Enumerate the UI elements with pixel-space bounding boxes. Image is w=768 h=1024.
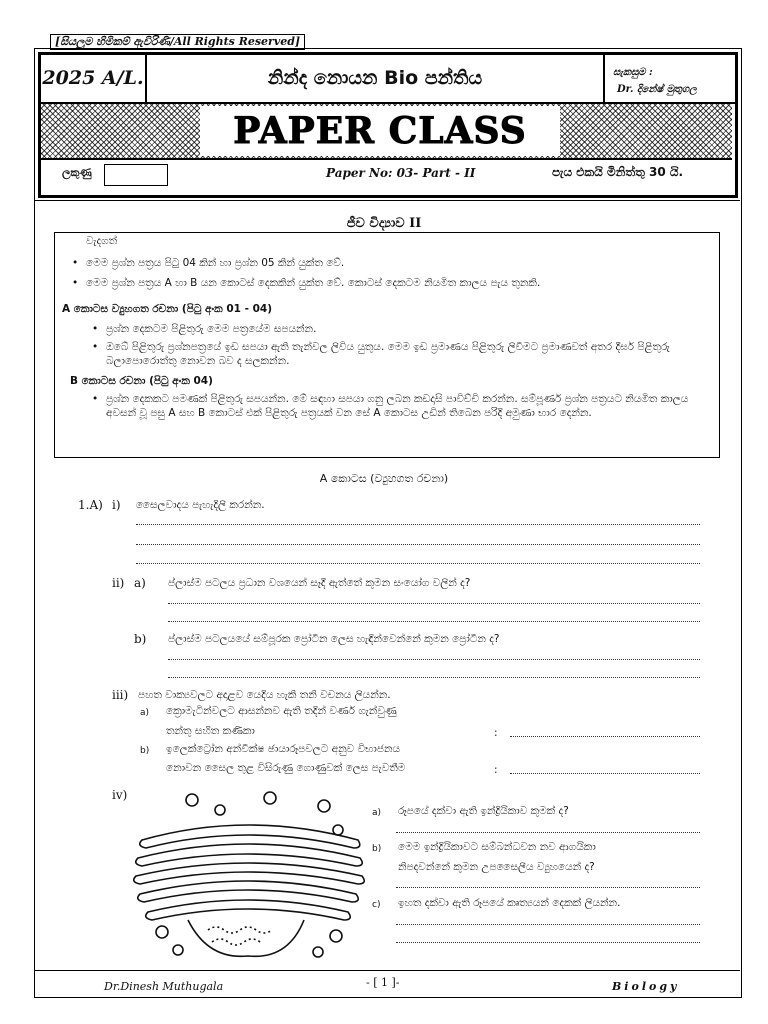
- question-iv-b-text-2: නිපදවන්නේ කුමන උපසෛලීය ව්‍යුහයෙන් ද?: [398, 861, 595, 873]
- answer-line[interactable]: [136, 563, 700, 564]
- question-iii-b-text-2: නොවන සෛල තුළ විසිරුණු ගොණුවක් ලෙස පැවතීම: [166, 762, 406, 774]
- index-label: ලකුණු: [62, 166, 92, 179]
- answer-line[interactable]: [136, 544, 700, 545]
- paper-number: Paper No: 03- Part - II: [326, 166, 476, 180]
- compiler-label: සැකසුම :: [613, 67, 653, 78]
- question-iv-b-number: b): [372, 844, 382, 854]
- question-ii-number: ii): [112, 576, 125, 590]
- banner-title-text: PAPER CLASS: [233, 110, 527, 152]
- question-iii-a-text-1: ක්‍රොමැටින්වලට ආසන්නව ඇති තදින් වර්ණ ගැන්වුණු: [166, 705, 397, 717]
- question-iv-b-text-1: මෙම ඉන්ද්‍රියිකාවට සම්බන්ධවන නව ආගයිකා: [398, 841, 596, 853]
- question-iii-number: iii): [112, 688, 129, 702]
- answer-line[interactable]: [168, 659, 700, 660]
- part-a-title: A කොටස ව්‍යුහගත රචනා (පිටු අංක 01 - 04): [62, 303, 273, 315]
- banner-title: [200, 106, 560, 156]
- answer-line[interactable]: [168, 621, 700, 622]
- question-ii-b-number: b): [134, 632, 147, 646]
- answer-line[interactable]: [510, 736, 700, 737]
- question-iv-number: iv): [112, 788, 128, 802]
- golgi-apparatus-diagram: [128, 790, 368, 965]
- question-iv-a-number: a): [372, 808, 382, 818]
- answer-line[interactable]: [396, 924, 700, 925]
- part-a-instruction-1: • ප්‍රශ්න දෙකටම පිළිතුරු මෙම පත්‍රයේම සපයන්න.: [106, 322, 706, 336]
- question-iii-text: පහත වාක්‍යවලට අදාළව යෙදිය හැකි තනි වචනය ලියන්න.: [138, 689, 391, 701]
- paper-duration: පැය එකයි මිනිත්තු 30 යි.: [552, 165, 684, 179]
- question-ii-a-number: a): [134, 576, 146, 590]
- rights-notice: [සියලුම හිමිකම් ඇවිරිණි/All Rights Reserved]: [50, 34, 305, 50]
- colon: :: [494, 764, 498, 776]
- footer-author: Dr.Dinesh Muthugala: [104, 980, 224, 993]
- question-iii-b-text-1: ඉලෙක්ට්‍රෝන අන්වීක්ෂ ඡායාරූපවලට අනුව විභාජනය: [166, 743, 401, 755]
- exam-year: 2025 A/L.: [41, 55, 147, 102]
- instructions-heading: වැදගත්: [86, 235, 118, 247]
- class-name: නින්ද නොයන Bio පන්තිය: [267, 67, 483, 89]
- footer-divider: [34, 970, 740, 971]
- question-iii-a-number: a): [140, 708, 150, 718]
- instruction-general-1: • මෙම ප්‍රශ්න පත්‍රය පිටු 04 කින් හා ප්‍රශ්න 05 කින් යුක්ත වේ.: [86, 256, 706, 270]
- header-divider: [34, 200, 740, 201]
- compiler-name: Dr. දිනේෂ් මුතුගල: [617, 84, 697, 95]
- compiler-box: [603, 55, 734, 102]
- question-ii-a-text: ප්ලාස්ම පටලය ප්‍රධාන වශයෙන් සෑදී ඇත්තේ කුමන සංයෝග වලින් ද?: [168, 577, 471, 589]
- question-ii-b-text: ප්ලාස්ම පටලයයේ සම්පූරක ප්‍රෝටීන ලෙස හැඳින්වෙන්නේ කුමන ප්‍රෝටීන ද?: [168, 633, 500, 645]
- answer-line[interactable]: [396, 832, 700, 833]
- question-iii-a-text-2: තන්තු සහිත කණිකා: [166, 725, 255, 737]
- part-b-instruction-1: • ප්‍රශ්න දෙකකට පමණක් පිළිතුරු සපයන්න. මේ සඳහා සපයා ගනු ලබන කඩදාසි පාවිච්චි කරන්න. සම්පූර්ණ ප්‍රශ්න පත්‍රයට නියමිත කාලය අවසන් වූ පසු A සහ B කොටස් එක් පිළිතුරු පත්‍රයක් වන සේ A කොටස උඩින් තිබෙන පරිදි අමුණා භාර දෙන්න.: [106, 392, 706, 420]
- question-1-number: 1.A): [78, 498, 103, 512]
- colon: :: [494, 727, 498, 739]
- index-number-box[interactable]: [104, 164, 168, 186]
- answer-line[interactable]: [396, 887, 700, 888]
- question-i-text: සෛලවාදය පැහැදිලි කරන්න.: [136, 499, 265, 511]
- page-number: - [ 1 ]-: [366, 976, 400, 989]
- answer-line[interactable]: [510, 773, 700, 774]
- answer-line[interactable]: [168, 603, 700, 604]
- question-iv-a-text: රූපයේ දක්වා ඇති ඉන්ද්‍රියිකාව කුමක් ද?: [398, 805, 569, 817]
- subject-title: ජීව විද්‍යාව II: [346, 216, 422, 231]
- answer-line[interactable]: [136, 524, 700, 525]
- part-a-instruction-2: • ඔබේ පිළිතුරු ප්‍රශ්නපත්‍රයේ ඉඩ සපයා ඇති තැන්වල ලිවිය යුතුය. මෙම ඉඩ ප්‍රමාණය පිළිතුරු ලිවීමට ප්‍රමාණවත් අතර දීර්ඝ පිළිතුරු බලාපොරොත්තු නොවන බව ද සලකන්න.: [106, 340, 706, 368]
- footer-subject: Biology: [612, 980, 680, 993]
- question-iv-c-text: ඉහත දක්වා ඇති රූපයේ කෘත්‍යයන් දෙකක් ලියන්න.: [398, 897, 621, 909]
- section-a-title: A කොටස (ව්‍යුහගත රචනා): [319, 472, 449, 485]
- question-iv-c-number: c): [372, 900, 381, 910]
- answer-line[interactable]: [396, 942, 700, 943]
- question-i-number: i): [112, 498, 121, 512]
- answer-line[interactable]: [168, 677, 700, 678]
- instruction-general-2: • මෙම ප්‍රශ්න පත්‍රය A හා B යන කොටස් දෙකකින් යුක්ත වේ. කොටස් දෙකටම නියමිත කාලය පැය තුනකි.: [86, 276, 711, 290]
- question-iii-b-number: b): [140, 746, 150, 756]
- part-b-title: B කොටස රචනා (පිටු අංක 04): [70, 375, 213, 387]
